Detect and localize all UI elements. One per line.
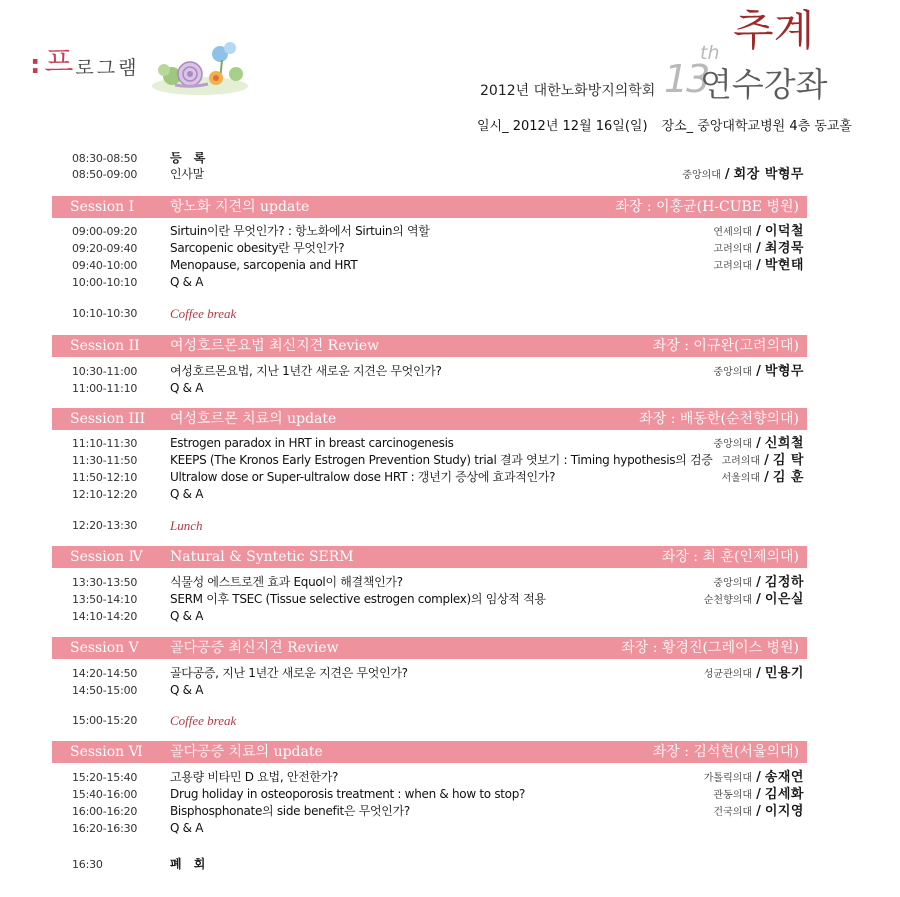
speaker-affiliation: 서울의대 bbox=[721, 473, 761, 484]
row-title: Sirtuin이란 무엇인가? : 항노화에서 Sirtuin의 역할 bbox=[170, 224, 430, 238]
row-time: 09:00-09:20 bbox=[72, 225, 138, 238]
row-title: 등 록 bbox=[170, 151, 210, 165]
row-speaker bbox=[682, 166, 804, 184]
program-heading bbox=[30, 42, 139, 78]
row-time: 16:00-16:20 bbox=[72, 805, 138, 818]
schedule-row bbox=[0, 305, 900, 322]
row-time: 12:10-12:20 bbox=[72, 488, 138, 501]
row-title: Lunch bbox=[170, 518, 203, 533]
row-title: 인사말 bbox=[170, 167, 204, 181]
speaker-affiliation: 건국의대 bbox=[713, 807, 753, 818]
speaker-name: 박형무 bbox=[764, 364, 804, 379]
session-title: 항노화 지견의 update bbox=[170, 199, 310, 215]
speaker-separator: / bbox=[756, 666, 761, 681]
schedule-row bbox=[0, 665, 900, 682]
row-time: 08:30-08:50 bbox=[72, 152, 138, 165]
speaker-name: 이덕철 bbox=[764, 224, 804, 239]
row-speaker bbox=[704, 665, 804, 683]
edition-suffix: th bbox=[700, 42, 720, 64]
schedule-row bbox=[0, 380, 900, 397]
session-chair: 좌장 : 김석현(서울의대) bbox=[652, 744, 799, 760]
row-time: 12:20-13:30 bbox=[72, 519, 138, 532]
speaker-name: 신희철 bbox=[764, 436, 804, 451]
event-info bbox=[477, 115, 852, 134]
row-speaker bbox=[713, 574, 804, 592]
row-speaker bbox=[713, 803, 804, 821]
session-chair: 좌장 : 최 훈(인제의대) bbox=[661, 549, 799, 565]
speaker-name: 송재연 bbox=[764, 770, 804, 785]
session-title: 골다공증 치료의 update bbox=[170, 744, 323, 760]
row-title: Q & A bbox=[170, 683, 204, 697]
session-title: 여성호르몬요법 최신지견 Review bbox=[170, 338, 380, 354]
row-speaker bbox=[704, 591, 804, 609]
speaker-affiliation: 가톨릭의대 bbox=[703, 773, 753, 784]
edition-number: 13 bbox=[664, 57, 709, 101]
schedule-row bbox=[0, 574, 900, 591]
row-title: Drug holiday in osteoporosis treatment : when & how to stop? bbox=[170, 787, 526, 801]
speaker-name: 김 탁 bbox=[772, 453, 804, 468]
session-bar bbox=[52, 335, 807, 357]
row-time: 10:10-10:30 bbox=[72, 307, 138, 320]
session-name: Session Ⅵ bbox=[70, 744, 143, 760]
session-bar bbox=[52, 196, 807, 218]
session-title: 여성호르몬 치료의 update bbox=[170, 411, 337, 427]
row-title: Bisphosphonate의 side benefit은 무엇인가? bbox=[170, 804, 410, 818]
session-chair: 좌장 : 이홍균(H-CUBE 병원) bbox=[615, 199, 799, 215]
schedule-row bbox=[0, 452, 900, 469]
speaker-name: 회장 박형무 bbox=[733, 167, 804, 182]
row-title: 여성호르몬요법, 지난 1년간 새로운 지견은 무엇인가? bbox=[170, 364, 442, 378]
session-bar bbox=[52, 546, 807, 568]
speaker-separator: / bbox=[756, 436, 761, 451]
speaker-separator: / bbox=[764, 470, 769, 485]
schedule-row bbox=[0, 682, 900, 699]
speaker-name: 김세화 bbox=[764, 787, 804, 802]
row-time: 14:50-15:00 bbox=[72, 684, 138, 697]
session-bar bbox=[52, 637, 807, 659]
row-time: 13:50-14:10 bbox=[72, 593, 138, 606]
row-time: 11:00-11:10 bbox=[72, 382, 138, 395]
speaker-name: 이지영 bbox=[764, 804, 804, 819]
schedule-row bbox=[0, 608, 900, 625]
speaker-name: 김정하 bbox=[764, 575, 804, 590]
speaker-name: 최경묵 bbox=[764, 241, 804, 256]
session-chair: 좌장 : 이규완(고려의대) bbox=[652, 338, 799, 354]
row-title: Q & A bbox=[170, 487, 204, 501]
row-time: 11:30-11:50 bbox=[72, 454, 138, 467]
row-title: Q & A bbox=[170, 821, 204, 835]
speaker-separator: / bbox=[756, 770, 761, 785]
session-bar bbox=[52, 408, 807, 430]
row-time: 09:20-09:40 bbox=[72, 242, 138, 255]
row-speaker bbox=[713, 786, 804, 804]
row-time: 16:30 bbox=[72, 858, 103, 871]
schedule-row bbox=[0, 363, 900, 380]
schedule-row bbox=[0, 786, 900, 803]
speaker-affiliation: 고려의대 bbox=[721, 456, 761, 467]
schedule-row bbox=[0, 240, 900, 257]
speaker-affiliation: 중앙의대 bbox=[713, 578, 753, 589]
row-time: 09:40-10:00 bbox=[72, 259, 138, 272]
schedule-row bbox=[0, 223, 900, 240]
row-title: Q & A bbox=[170, 381, 204, 395]
row-title: 식물성 에스트로겐 효과 Equol이 해결책인가? bbox=[170, 575, 403, 589]
speaker-name: 이은실 bbox=[764, 592, 804, 607]
speaker-affiliation: 순천향의대 bbox=[703, 595, 753, 606]
schedule-row bbox=[0, 820, 900, 837]
row-title: Ultralow dose or Super-ultralow dose HRT : 갱년기 증상에 효과적인가? bbox=[170, 470, 556, 484]
row-time: 14:10-14:20 bbox=[72, 610, 138, 623]
row-title: Q & A bbox=[170, 275, 204, 289]
speaker-separator: / bbox=[756, 241, 761, 256]
row-time: 15:20-15:40 bbox=[72, 771, 138, 784]
row-speaker bbox=[713, 435, 804, 453]
schedule-row bbox=[0, 803, 900, 820]
schedule-row bbox=[0, 435, 900, 452]
row-title: Menopause, sarcopenia and HRT bbox=[170, 258, 358, 272]
row-speaker bbox=[704, 769, 804, 787]
row-title: 고용량 비타민 D 요법, 안전한가? bbox=[170, 770, 339, 784]
session-title: Natural & Syntetic SERM bbox=[170, 549, 354, 565]
row-speaker bbox=[721, 452, 804, 470]
event-venue: 장소_ 중앙대학교병원 4층 동교홀 bbox=[661, 119, 852, 134]
row-title: Coffee break bbox=[170, 713, 237, 728]
row-time: 10:00-10:10 bbox=[72, 276, 138, 289]
session-name: Session I bbox=[70, 199, 135, 215]
schedule-row bbox=[0, 469, 900, 486]
schedule-row bbox=[0, 517, 900, 534]
program-first-char: 프 bbox=[44, 45, 74, 80]
row-title: Sarcopenic obesity란 무엇인가? bbox=[170, 241, 345, 255]
session-bar bbox=[52, 741, 807, 763]
row-time: 08:50-09:00 bbox=[72, 168, 138, 181]
schedule-row bbox=[0, 166, 900, 183]
speaker-name: 민용기 bbox=[764, 666, 804, 681]
speaker-separator: / bbox=[756, 575, 761, 590]
schedule-row bbox=[0, 486, 900, 503]
brand-title-line2: 연수강좌 bbox=[700, 65, 828, 104]
schedule-row bbox=[0, 257, 900, 274]
speaker-affiliation: 관동의대 bbox=[713, 790, 753, 801]
session-name: Session Ⅳ bbox=[70, 549, 143, 565]
society-name: 2012년 대한노화방지의학회 bbox=[480, 83, 656, 99]
session-name: Session V bbox=[70, 640, 139, 656]
session-chair: 좌장 : 황경진(그레이스 병원) bbox=[621, 640, 799, 656]
row-time: 15:40-16:00 bbox=[72, 788, 138, 801]
row-time: 16:20-16:30 bbox=[72, 822, 138, 835]
row-time: 13:30-13:50 bbox=[72, 576, 138, 589]
speaker-name: 김 훈 bbox=[772, 470, 804, 485]
speaker-separator: / bbox=[724, 167, 730, 182]
speaker-separator: / bbox=[756, 592, 761, 607]
speaker-affiliation: 성균관의대 bbox=[703, 669, 753, 680]
row-title: Q & A bbox=[170, 609, 204, 623]
schedule-row bbox=[0, 856, 900, 873]
speaker-separator: / bbox=[756, 787, 761, 802]
row-title: Estrogen paradox in HRT in breast carcinogenesis bbox=[170, 436, 454, 450]
row-speaker bbox=[713, 257, 804, 275]
speaker-separator: / bbox=[756, 804, 761, 819]
session-name: Session II bbox=[70, 338, 140, 354]
speaker-separator: / bbox=[756, 364, 761, 379]
row-title: KEEPS (The Kronos Early Estrogen Prevention Study) trial 결과 엿보기 : Timing hypothesis의 검증 bbox=[170, 453, 713, 467]
speaker-separator: / bbox=[756, 258, 761, 273]
session-title: 골다공증 최신지견 Review bbox=[170, 640, 339, 656]
row-speaker bbox=[713, 223, 804, 241]
row-time: 11:50-12:10 bbox=[72, 471, 138, 484]
speaker-affiliation: 중앙의대 bbox=[682, 170, 721, 181]
session-chair: 좌장 : 배동한(순천향의대) bbox=[639, 411, 799, 427]
session-name: Session III bbox=[70, 411, 146, 427]
row-speaker bbox=[713, 240, 804, 258]
row-time: 10:30-11:00 bbox=[72, 365, 138, 378]
row-title: 폐 회 bbox=[170, 857, 210, 871]
speaker-affiliation: 중앙의대 bbox=[713, 367, 753, 378]
row-time: 15:00-15:20 bbox=[72, 714, 138, 727]
row-speaker bbox=[721, 469, 804, 487]
speaker-affiliation: 연세의대 bbox=[713, 227, 753, 238]
speaker-separator: / bbox=[764, 453, 769, 468]
schedule-row bbox=[0, 150, 900, 167]
row-title: 골다공증, 지난 1년간 새로운 지견은 무엇인가? bbox=[170, 666, 408, 680]
snail-flower-illustration bbox=[150, 30, 250, 96]
program-colon: : bbox=[30, 50, 41, 80]
row-time: 11:10-11:30 bbox=[72, 437, 138, 450]
schedule-row bbox=[0, 712, 900, 729]
speaker-name: 박현태 bbox=[764, 258, 804, 273]
speaker-separator: / bbox=[756, 224, 761, 239]
brand-title-line1: 추계 bbox=[733, 6, 815, 55]
schedule-row bbox=[0, 769, 900, 786]
speaker-affiliation: 중앙의대 bbox=[713, 439, 753, 450]
speaker-affiliation: 고려의대 bbox=[713, 244, 753, 255]
speaker-affiliation: 고려의대 bbox=[713, 261, 753, 272]
schedule-row bbox=[0, 591, 900, 608]
row-title: Coffee break bbox=[170, 306, 237, 321]
schedule-row bbox=[0, 274, 900, 291]
row-speaker bbox=[713, 363, 804, 381]
event-date: 일시_ 2012년 12월 16일(일) bbox=[477, 119, 648, 134]
program-rest-chars: 로그램 bbox=[75, 57, 140, 79]
row-time: 14:20-14:50 bbox=[72, 667, 138, 680]
row-title: SERM 이후 TSEC (Tissue selective estrogen complex)의 임상적 적용 bbox=[170, 592, 546, 606]
